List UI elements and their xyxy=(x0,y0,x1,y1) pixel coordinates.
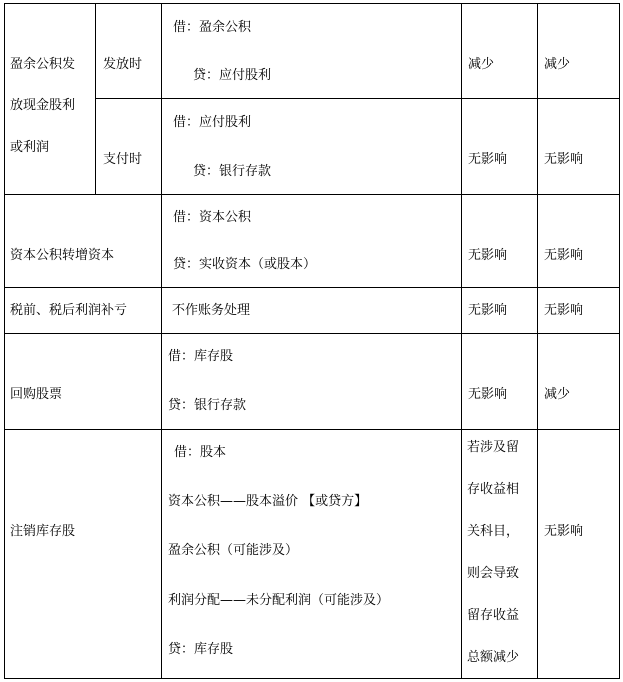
entry-buyback-debit: 借：库存股 xyxy=(168,349,234,364)
border-top xyxy=(4,3,620,4)
effect-a-cancel-line-5: 留存收益 xyxy=(467,608,520,623)
border-left xyxy=(4,3,5,679)
category-loss-cover: 税前、税后利润补亏 xyxy=(10,303,128,318)
border-row4-row5 xyxy=(4,429,620,430)
entry-buyback-credit: 贷：银行存款 xyxy=(168,398,247,413)
border-effect-b-col xyxy=(537,3,538,679)
category-surplus-line-2: 放现金股利 xyxy=(10,98,76,113)
effect-b-loss-cover: 无影响 xyxy=(544,303,584,318)
border-stage-col xyxy=(95,3,96,195)
entry-declare-debit: 借：盈余公积 xyxy=(173,20,252,35)
border-right xyxy=(619,3,620,679)
border-entry-col xyxy=(161,3,162,679)
entry-declare-credit: 贷：应付股利 xyxy=(193,68,272,83)
effect-b-cancel: 无影响 xyxy=(544,524,584,539)
stage-declare: 发放时 xyxy=(103,57,143,72)
effect-a-cancel-line-3: 关科目， xyxy=(467,524,520,539)
stage-pay: 支付时 xyxy=(103,152,143,167)
border-row3-row4 xyxy=(4,333,620,334)
entry-cancel-line-2: 资本公积——股本溢价 【或贷方】 xyxy=(168,494,368,509)
effect-a-cancel-line-4: 则会导致 xyxy=(467,566,520,581)
effect-a-pay: 无影响 xyxy=(468,152,508,167)
entry-loss-cover: 不作账务处理 xyxy=(172,303,251,318)
border-declare-pay xyxy=(95,98,620,99)
entry-pay-debit: 借：应付股利 xyxy=(173,115,252,130)
effect-b-capital: 无影响 xyxy=(544,248,584,263)
border-effect-a-col xyxy=(461,3,462,679)
border-row2-row3 xyxy=(4,287,620,288)
entry-capital-credit: 贷：实收资本（或股本） xyxy=(173,257,317,272)
entry-pay-credit: 贷：银行存款 xyxy=(193,164,272,179)
border-bottom xyxy=(4,678,620,679)
border-row1-row2 xyxy=(4,194,620,195)
effect-b-buyback: 减少 xyxy=(544,387,571,402)
effect-a-capital: 无影响 xyxy=(468,248,508,263)
entry-capital-debit: 借：资本公积 xyxy=(173,210,252,225)
effect-b-pay: 无影响 xyxy=(544,152,584,167)
effect-b-declare: 减少 xyxy=(544,57,571,72)
category-surplus-line-3: 或利润 xyxy=(10,140,50,155)
effect-a-loss-cover: 无影响 xyxy=(468,303,508,318)
category-surplus-line-1: 盈余公积发 xyxy=(10,57,76,72)
entry-cancel-line-4: 利润分配——未分配利润（可能涉及） xyxy=(168,593,390,608)
effect-a-cancel-line-1: 若涉及留 xyxy=(467,440,520,455)
category-buyback: 回购股票 xyxy=(10,387,63,402)
effect-a-buyback: 无影响 xyxy=(468,387,508,402)
effect-a-declare: 减少 xyxy=(468,57,495,72)
entry-cancel-line-3: 盈余公积（可能涉及） xyxy=(168,543,299,558)
entry-cancel-line-5: 贷：库存股 xyxy=(168,642,234,657)
effect-a-cancel-line-6: 总额减少 xyxy=(467,650,520,665)
category-cancel-treasury: 注销库存股 xyxy=(10,524,76,539)
category-capital-reserve: 资本公积转增资本 xyxy=(10,248,115,263)
effect-a-cancel-line-2: 存收益相 xyxy=(467,482,520,497)
entry-cancel-line-1: 借：股本 xyxy=(174,445,227,460)
